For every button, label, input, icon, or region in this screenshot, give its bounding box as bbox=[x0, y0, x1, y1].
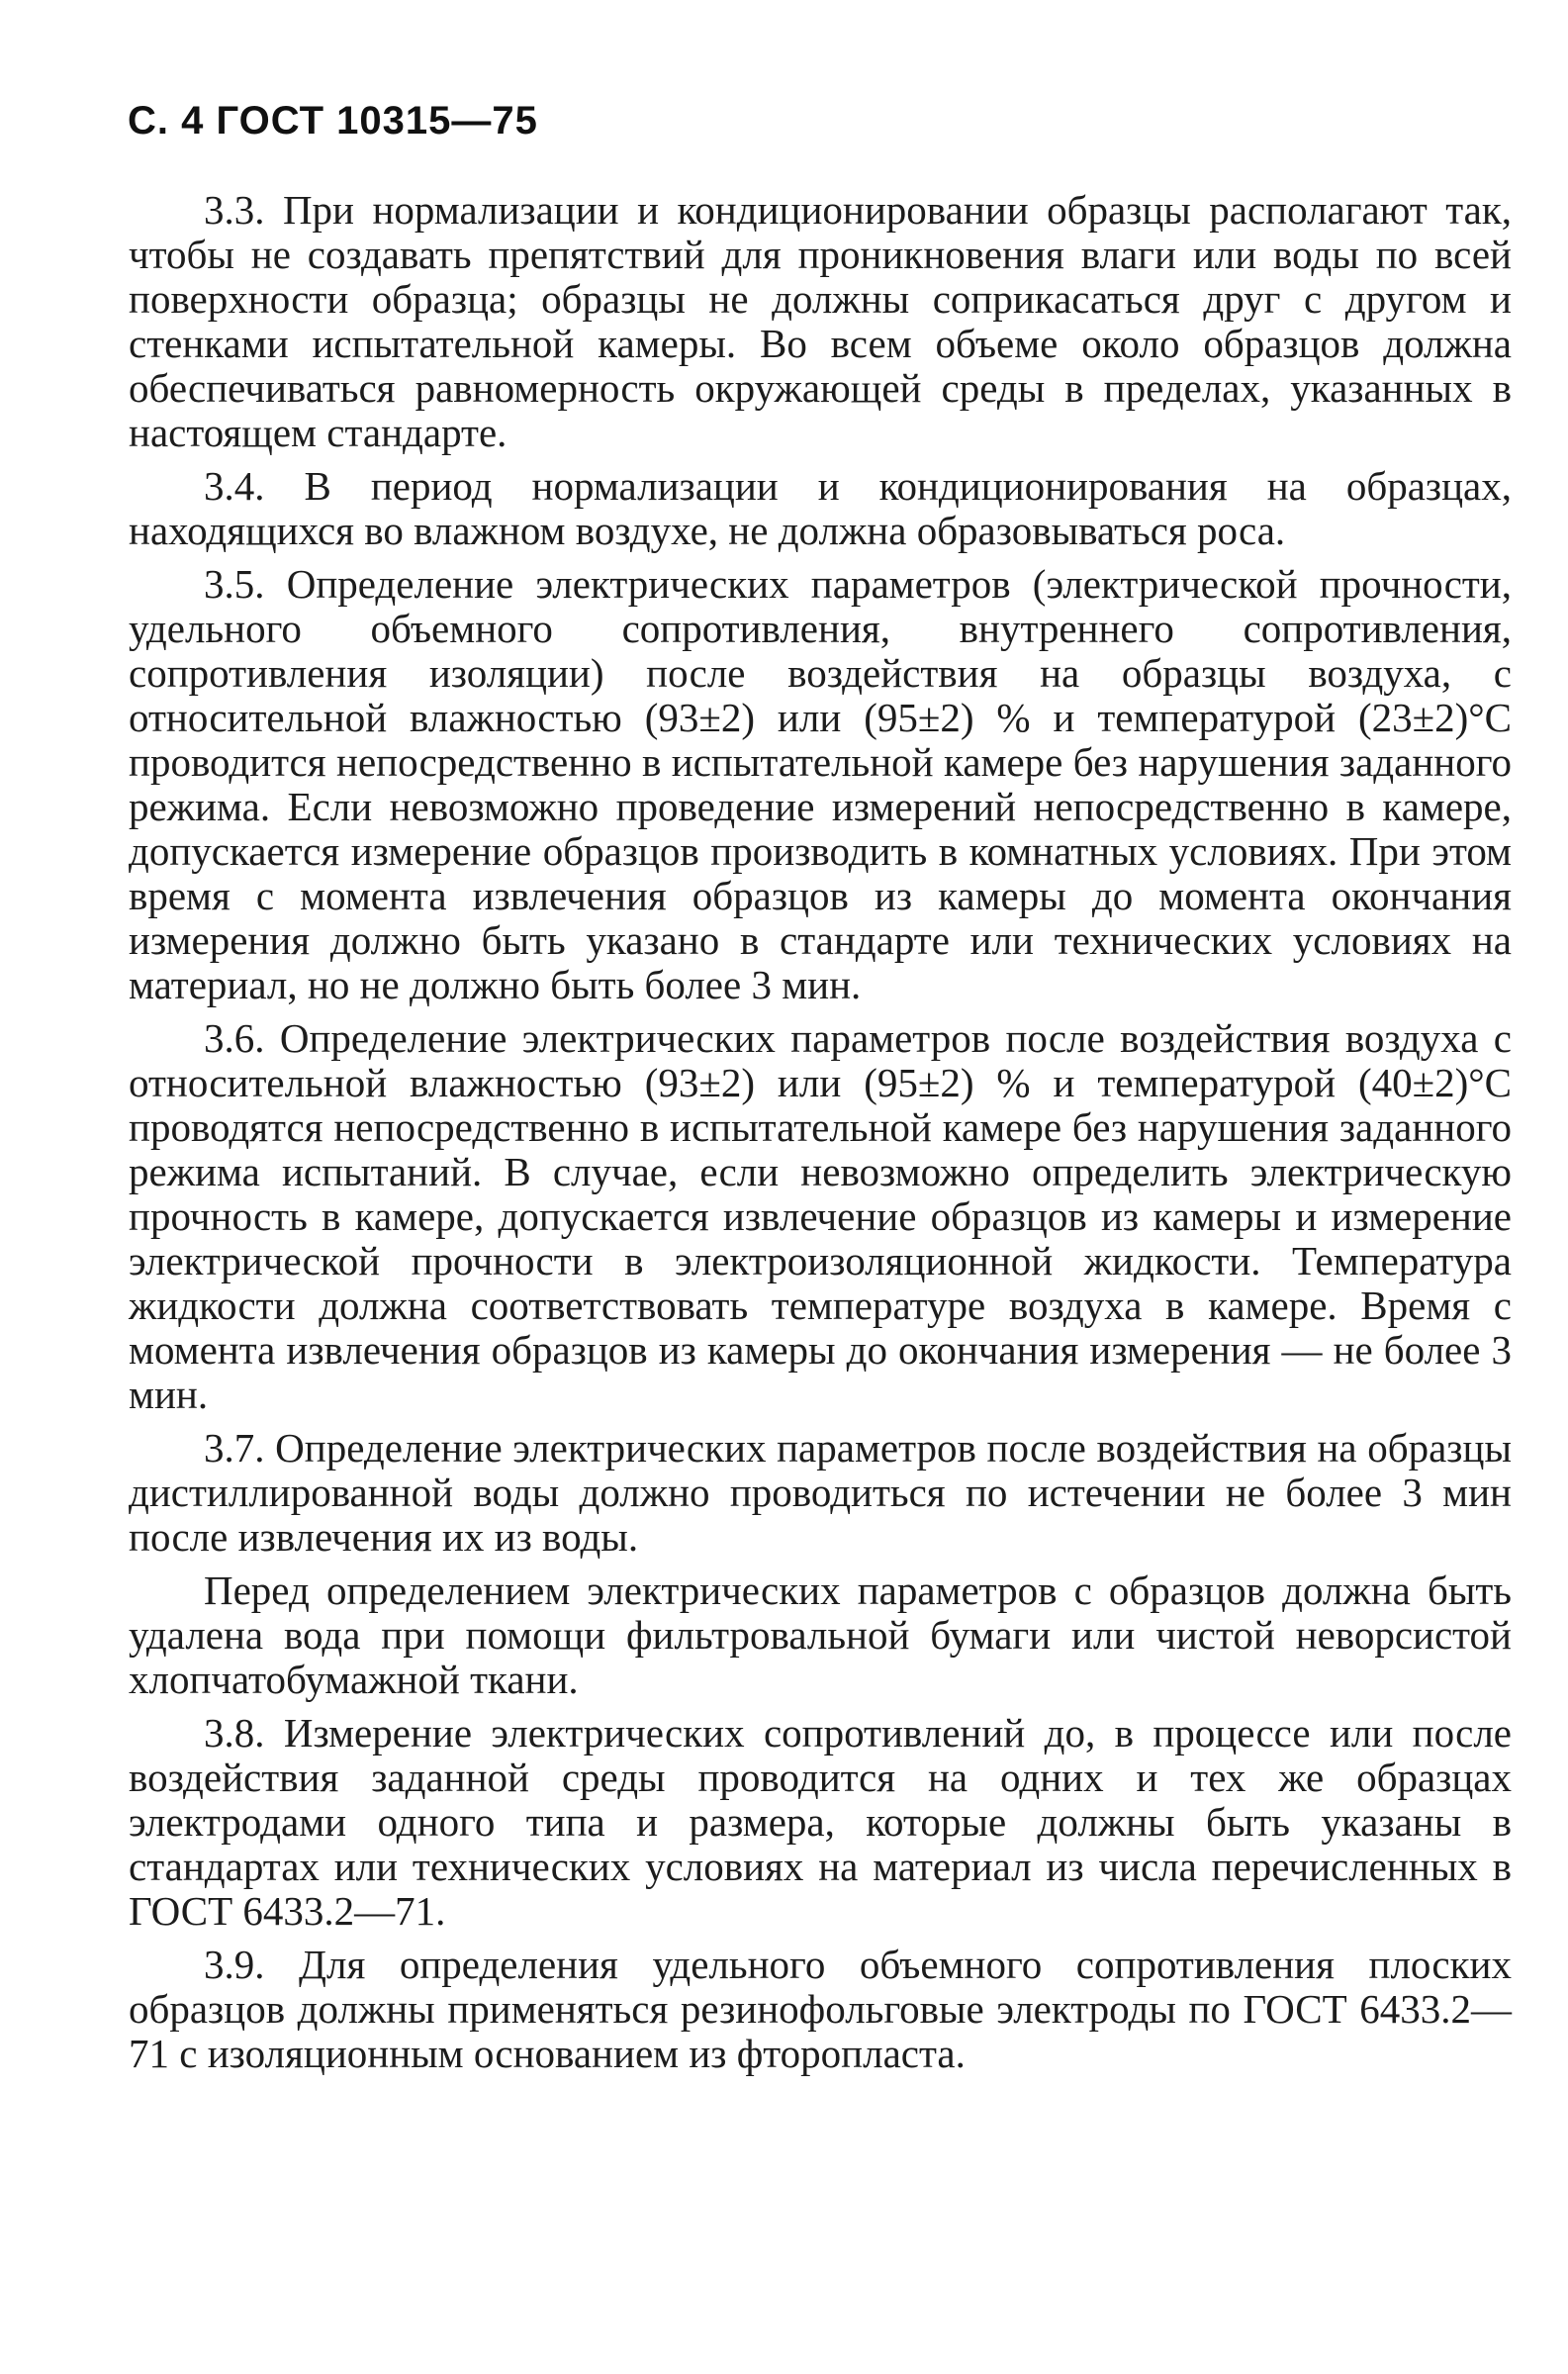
paragraph-3-5: 3.5. Определение электрических параметров (электрической прочности, удельного объемного сопротивления, внутреннего сопротивления, сопротивления изоляции) после воздействия на образцы воздуха, с относительной влажностью (93±2) или (95±2) % и температурой (23±2)°С проводится непосредственно в испытательной камере без нарушения заданного режима. Если невозможно проведение измерений непосредственно в камере, допускается измерение образцов производить в комнатных условиях. При этом время с момента извлечения образцов из камеры до момента окончания измерения должно быть указано в стандарте или технических условиях на материал, но не должно быть более 3 мин. bbox=[129, 561, 1512, 1007]
document-body bbox=[129, 188, 1512, 2085]
paragraph-3-7-note: Перед определением электрических параметров с образцов должна быть удалена вода при помощи фильтровальной бумаги или чистой неворсистой хлопчатобумажной ткани. bbox=[129, 1567, 1512, 1702]
paragraph-3-9: 3.9. Для определения удельного объемного сопротивления плоских образцов должны применяться резинофольговые электроды по ГОСТ 6433.2—71 с изоляционным основанием из фторопласта. bbox=[129, 1942, 1512, 2076]
paragraph-3-3: 3.3. При нормализации и кондиционировании образцы располагают так, чтобы не создавать препятствий для проникновения влаги или воды по всей поверхности образца; образцы не должны соприкасаться друг с другом и стенками испытательной камеры. Во всем объеме около образцов должна обеспечиваться равномерность окружающей среды в пределах, указанных в настоящем стандарте. bbox=[129, 187, 1512, 455]
paragraph-3-6: 3.6. Определение электрических параметров после воздействия воздуха с относительной влажностью (93±2) или (95±2) % и температурой (40±2)°С проводятся непосредственно в испытательной камере без нарушения заданного режима испытаний. В случае, если невозможно определить электрическую прочность в камере, допускается извлечение образцов из камеры и измерение электрической прочности в электроизоляционной жидкости. Температура жидкости должна соответствовать температуре воздуха в камере. Время с момента извлечения образцов из камеры до окончания измерения — не более 3 мин. bbox=[129, 1015, 1512, 1417]
page-header: С. 4 ГОСТ 10315—75 bbox=[128, 99, 538, 142]
paragraph-3-4: 3.4. В период нормализации и кондиционирования на образцах, находящихся во влажном воздухе, не должна образовываться роса. bbox=[129, 463, 1512, 553]
paragraph-3-7: 3.7. Определение электрических параметров после воздействия на образцы дистиллированной воды должно проводиться по истечении не более 3 мин после извлечения их из воды. bbox=[129, 1425, 1512, 1560]
paragraph-3-8: 3.8. Измерение электрических сопротивлений до, в процессе или после воздействия заданной среды проводится на одних и тех же образцах электродами одного типа и размера, которые должны быть указаны в стандартах или технических условиях на материал из числа перечисленных в ГОСТ 6433.2—71. bbox=[129, 1710, 1512, 1934]
